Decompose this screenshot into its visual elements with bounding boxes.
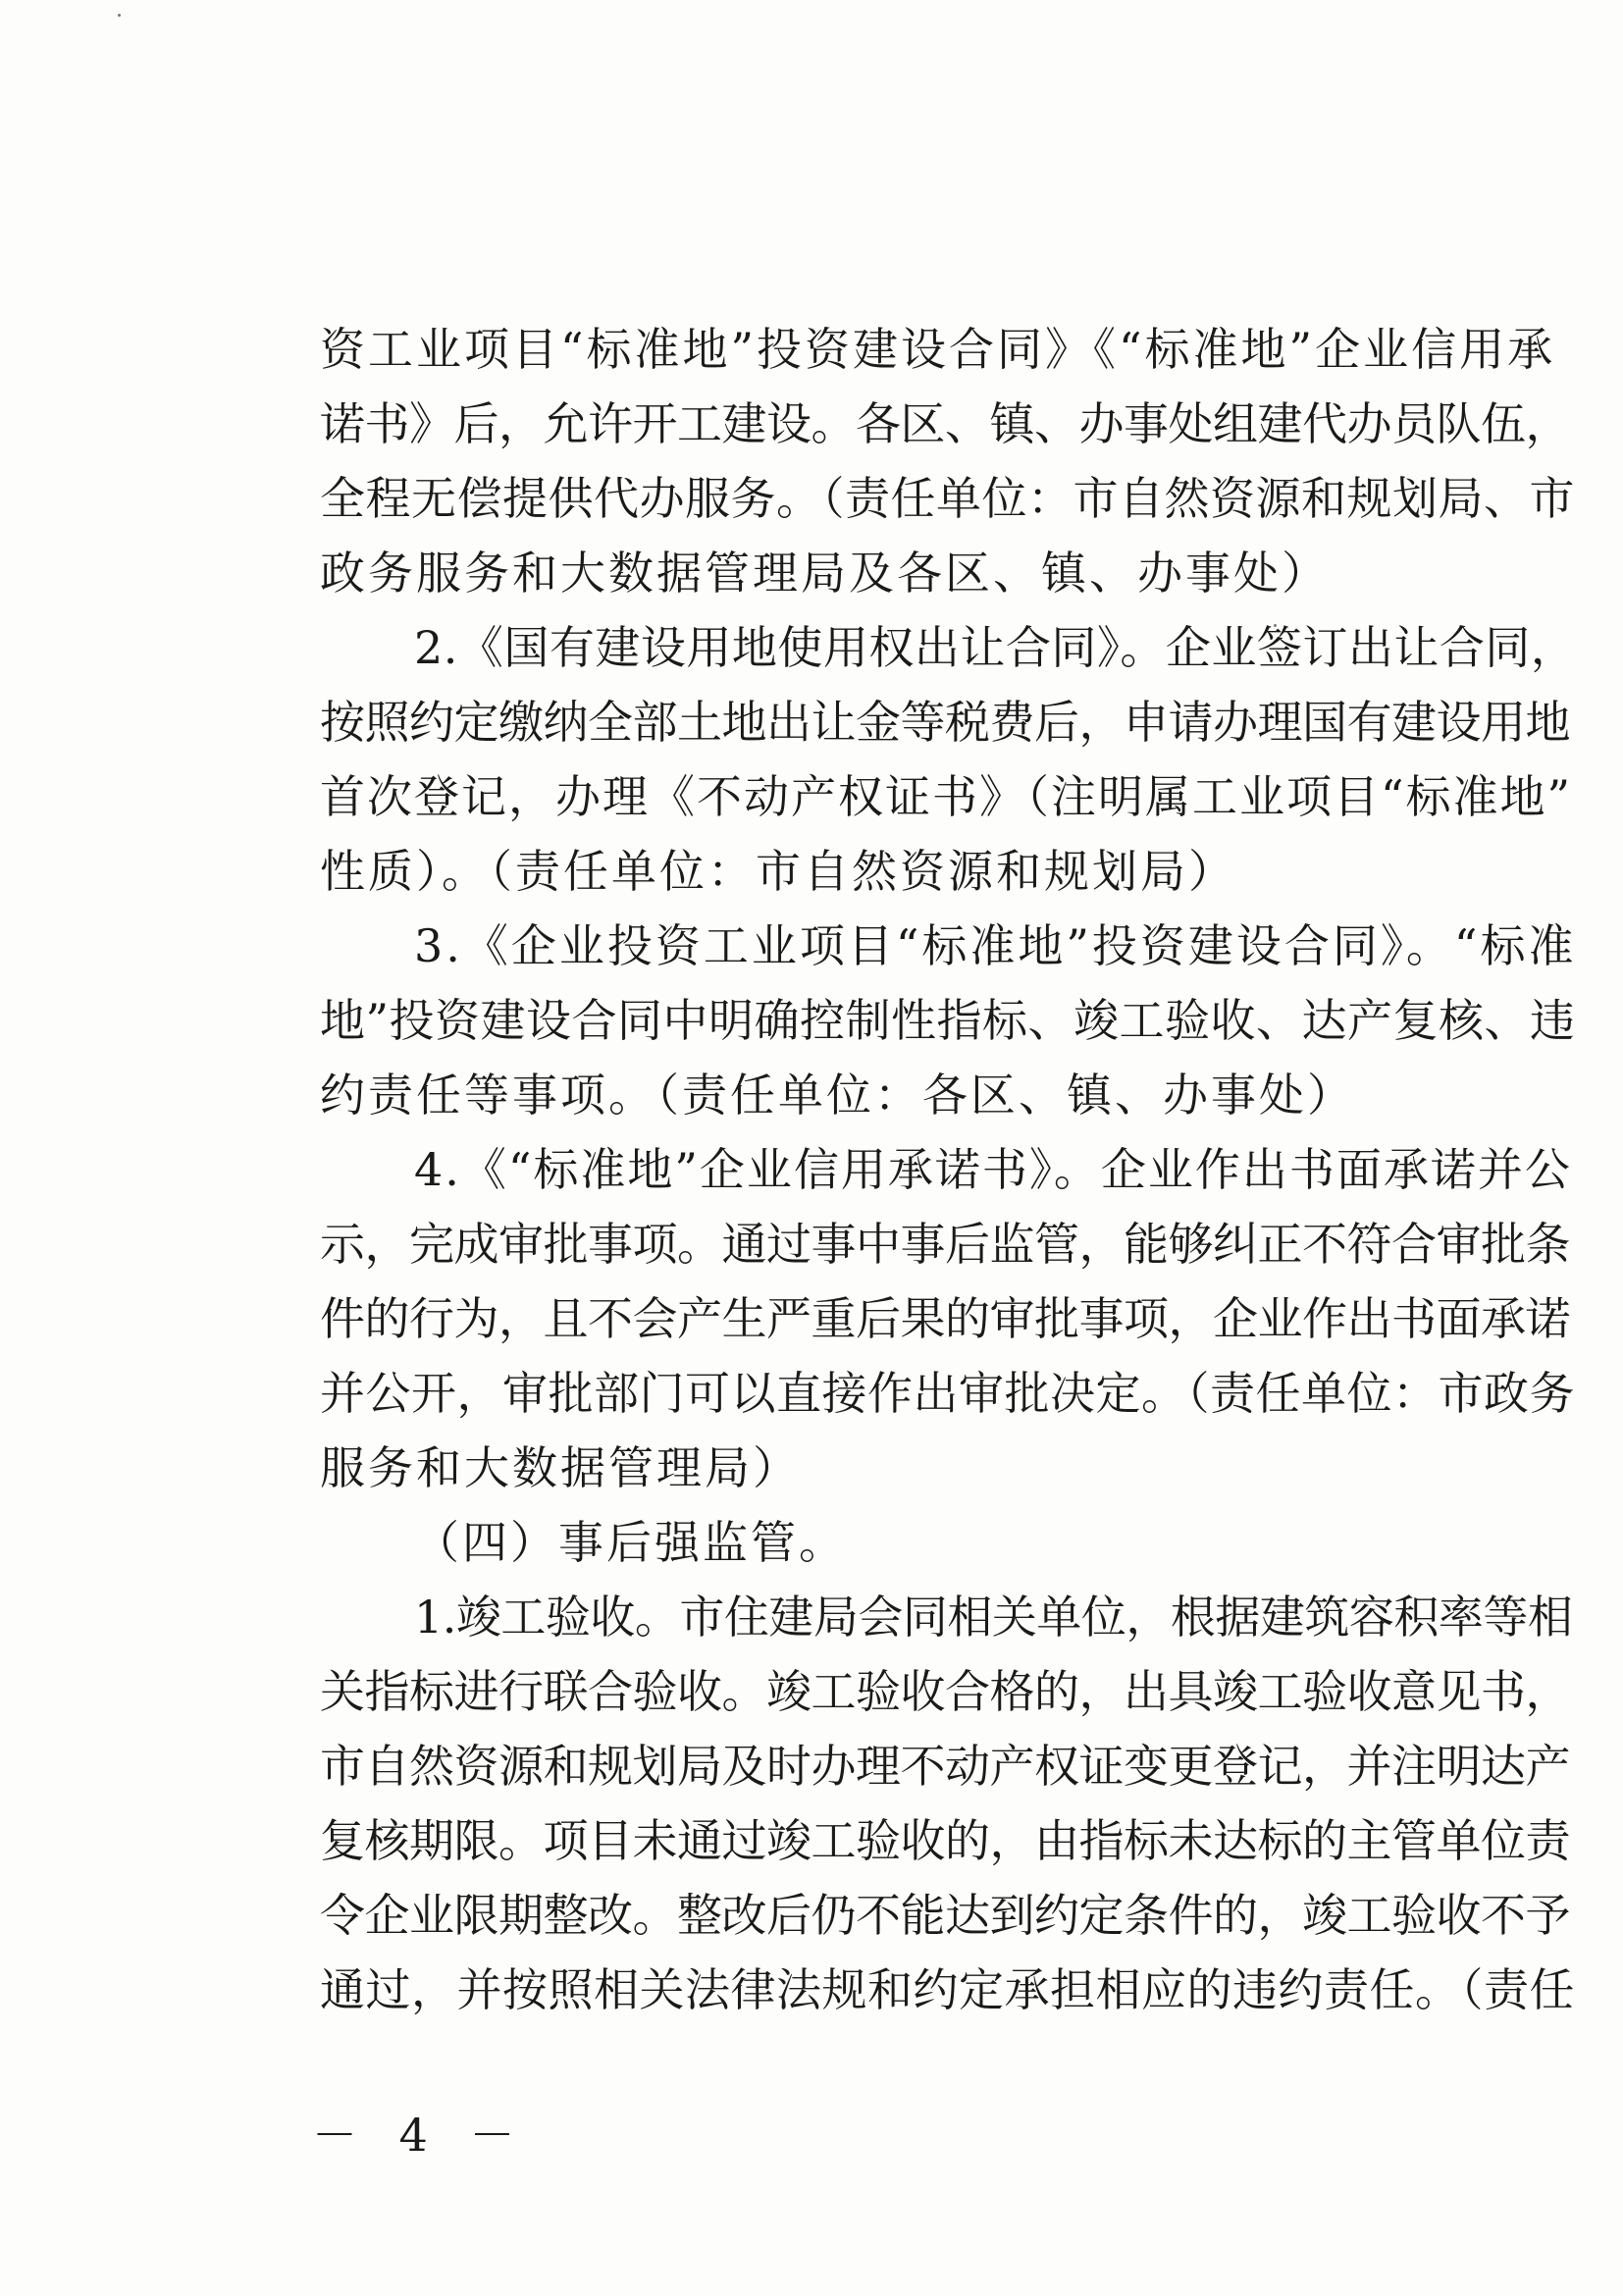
section-heading: （四）事后强监管。 [414,1516,847,1569]
text-line: 约责任等事项。（责任单位：各区、镇、办事处） [320,1069,1355,1122]
text-line: 件的行为，且不会产生严重后果的审批事项，企业作出书面承诺 [320,1292,1570,1345]
text-line: 服务和大数据管理局） [320,1441,801,1494]
text-line: 资工业项目“标准地”投资建设合同》《“标准地”企业信用承 [320,323,1556,376]
text-line: 地”投资建设合同中明确控制性指标、竣工验收、达产复核、违 [320,994,1576,1047]
text-line: 并公开，审批部门可以直接作出审批决定。（责任单位：市政务 [320,1367,1575,1420]
text-line: 诺书》后，允许开工建设。各区、镇、办事处组建代办员队伍， [320,397,1570,450]
text-line: 按照约定缴纳全部土地出让金等税费后，申请办理国有建设用地 [320,696,1570,749]
text-line: 3.《企业投资工业项目“标准地”投资建设合同》。“标准 [414,919,1577,972]
text-line: 2.《国有建设用地使用权出让合同》。企业签订出让合同， [414,621,1577,674]
text-line: 示，完成审批事项。通过事中事后监管，能够纠正不符合审批条 [320,1218,1570,1271]
text-line: 性质）。（责任单位：市自然资源和规划局） [320,845,1236,898]
text-line: 政务服务和大数据管理局及各区、镇、办事处） [320,547,1330,600]
body-text [320,312,1576,2027]
text-line: 首次登记，办理《不动产权证书》（注明属工业项目“标准地” [320,770,1573,823]
text-line: 复核期限。项目未通过竣工验收的，由指标未达标的主管单位责 [320,1814,1570,1867]
text-line: 关指标进行联合验收。竣工验收合格的，出具竣工验收意见书， [320,1665,1570,1718]
scan-speck [118,14,121,17]
text-line: 全程无偿提供代办服务。（责任单位：市自然资源和规划局、市 [320,472,1575,525]
text-line: 令企业限期整改。整改后仍不能达到约定条件的，竣工验收不予 [320,1889,1570,1942]
text-line: 1.竣工验收。市住建局会同相关单位，根据建筑容积率等相 [414,1591,1573,1644]
text-line: 4.《“标准地”企业信用承诺书》。企业作出书面承诺并公 [414,1143,1572,1196]
page-number: － 4 － [312,2109,529,2162]
text-line: 通过，并按照相关法律法规和约定承担相应的违约责任。（责任 [320,1963,1575,2016]
text-line: 市自然资源和规划局及时办理不动产权证变更登记，并注明达产 [320,1740,1570,1793]
